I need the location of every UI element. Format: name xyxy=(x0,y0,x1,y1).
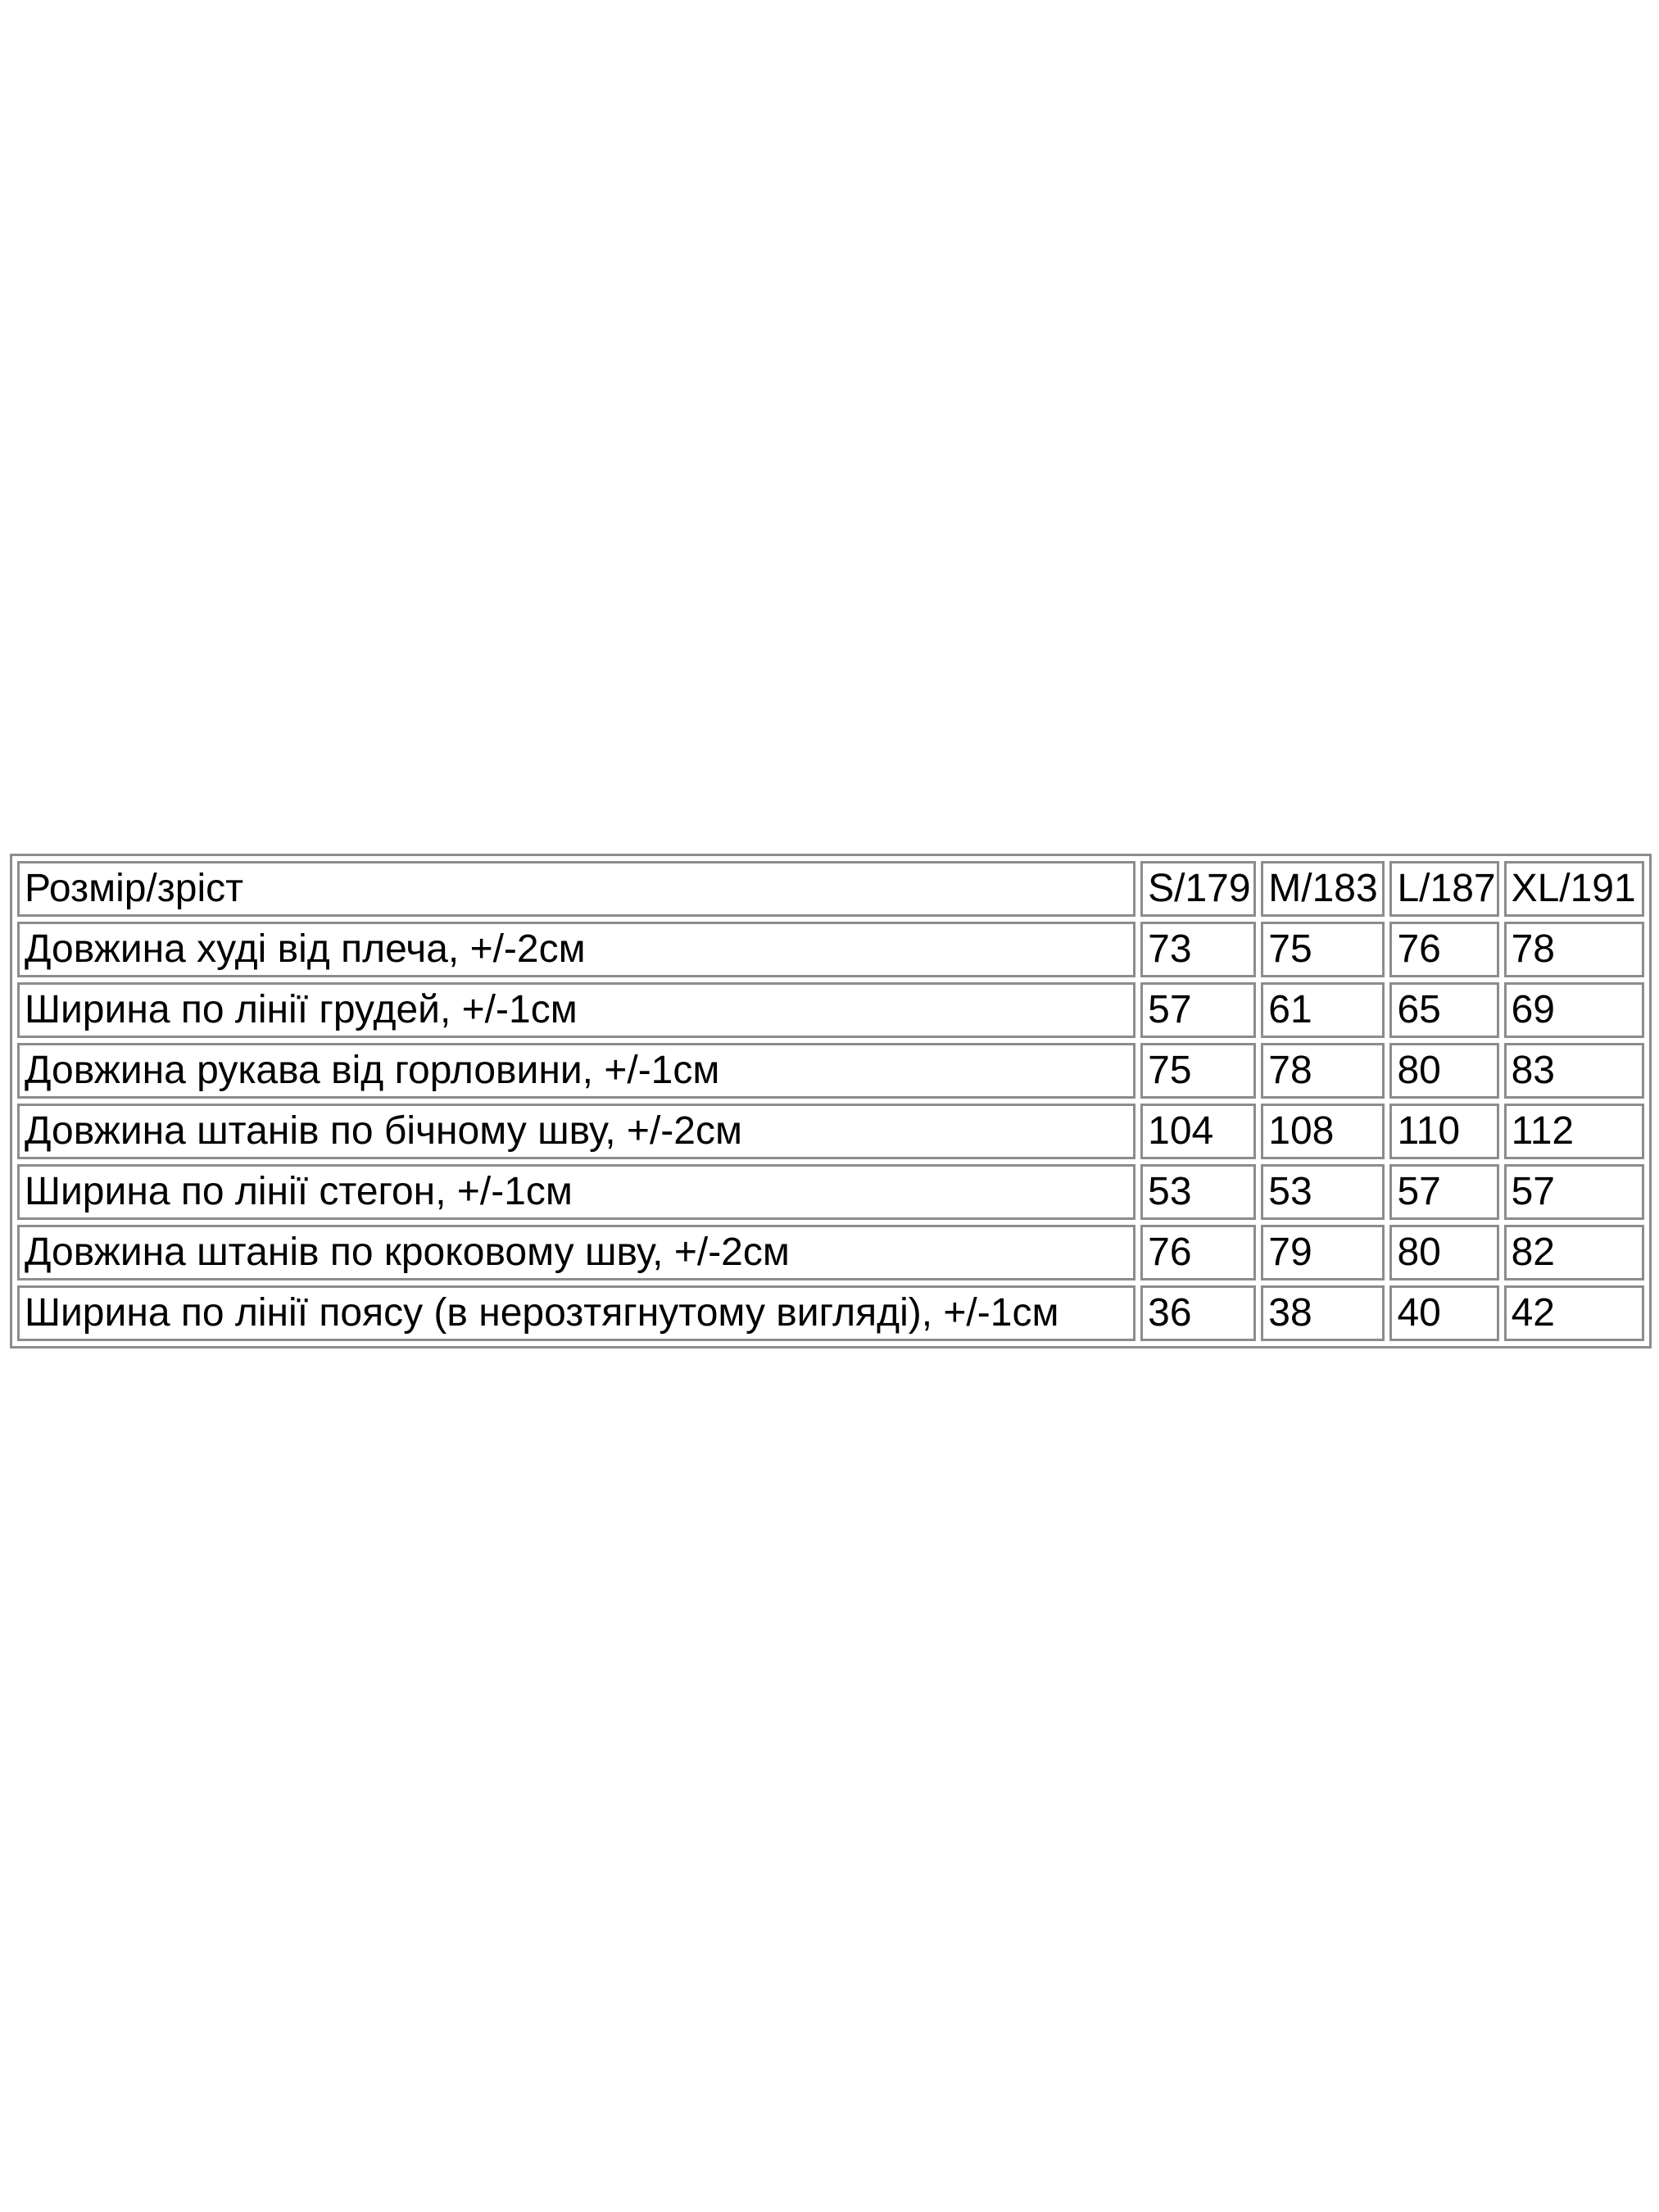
cell-value: 53 xyxy=(1140,1164,1256,1220)
cell-value: 110 xyxy=(1389,1104,1498,1159)
cell-value: 53 xyxy=(1261,1164,1385,1220)
row-label: Ширина по лінії грудей, +/-1см xyxy=(17,982,1135,1038)
cell-value: 78 xyxy=(1504,922,1644,977)
cell-value: 42 xyxy=(1504,1285,1644,1341)
cell-value: 38 xyxy=(1261,1285,1385,1341)
row-label: Ширина по лінії поясу (в нерозтягнутому вигляді), +/-1см xyxy=(17,1285,1135,1341)
table-row xyxy=(17,922,1644,977)
cell-value: 57 xyxy=(1140,982,1256,1038)
header-size-m: M/183 xyxy=(1261,861,1385,917)
cell-value: 79 xyxy=(1261,1225,1385,1281)
cell-value: 57 xyxy=(1389,1164,1498,1220)
cell-value: 69 xyxy=(1504,982,1644,1038)
cell-value: 104 xyxy=(1140,1104,1256,1159)
cell-value: 61 xyxy=(1261,982,1385,1038)
header-size-s: S/179 xyxy=(1140,861,1256,917)
table-row xyxy=(17,1104,1644,1159)
cell-value: 65 xyxy=(1389,982,1498,1038)
size-chart-table xyxy=(10,854,1652,1349)
row-label: Довжина штанів по кроковому шву, +/-2см xyxy=(17,1225,1135,1281)
cell-value: 57 xyxy=(1504,1164,1644,1220)
cell-value: 80 xyxy=(1389,1043,1498,1099)
header-size-l: L/187 xyxy=(1389,861,1498,917)
cell-value: 83 xyxy=(1504,1043,1644,1099)
cell-value: 75 xyxy=(1140,1043,1256,1099)
header-size-xl: XL/191 xyxy=(1504,861,1644,917)
table-row xyxy=(17,1225,1644,1281)
table-header-row xyxy=(17,861,1644,917)
row-label: Ширина по лінії стегон, +/-1см xyxy=(17,1164,1135,1220)
cell-value: 76 xyxy=(1389,922,1498,977)
row-label: Довжина худі від плеча, +/-2см xyxy=(17,922,1135,977)
cell-value: 80 xyxy=(1389,1225,1498,1281)
row-label: Довжина штанів по бічному шву, +/-2см xyxy=(17,1104,1135,1159)
table-row xyxy=(17,1043,1644,1099)
cell-value: 36 xyxy=(1140,1285,1256,1341)
row-label: Довжина рукава від горловини, +/-1см xyxy=(17,1043,1135,1099)
cell-value: 78 xyxy=(1261,1043,1385,1099)
cell-value: 73 xyxy=(1140,922,1256,977)
cell-value: 75 xyxy=(1261,922,1385,977)
cell-value: 40 xyxy=(1389,1285,1498,1341)
cell-value: 108 xyxy=(1261,1104,1385,1159)
table-row xyxy=(17,982,1644,1038)
cell-value: 112 xyxy=(1504,1104,1644,1159)
header-label-cell: Розмір/зріст xyxy=(17,861,1135,917)
cell-value: 76 xyxy=(1140,1225,1256,1281)
table-row xyxy=(17,1164,1644,1220)
cell-value: 82 xyxy=(1504,1225,1644,1281)
table-row xyxy=(17,1285,1644,1341)
